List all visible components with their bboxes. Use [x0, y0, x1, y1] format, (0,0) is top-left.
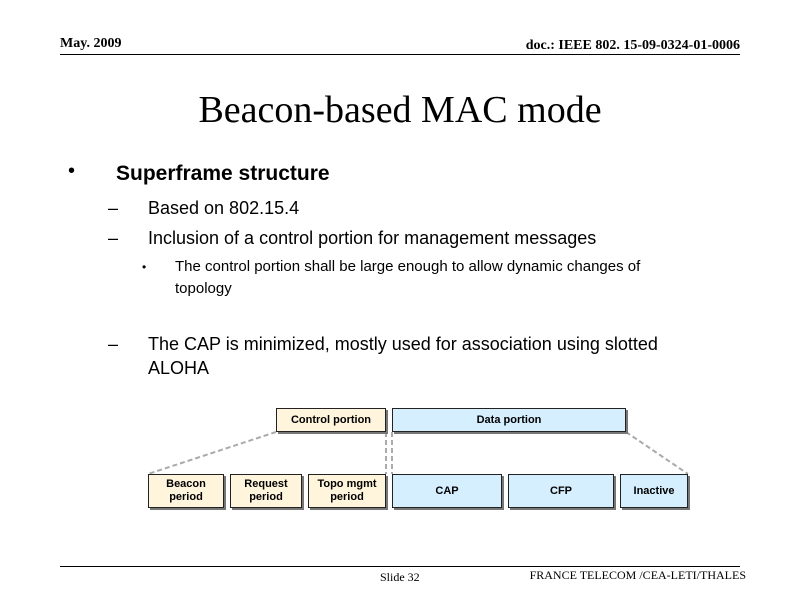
header-date: May. 2009	[60, 36, 122, 51]
footer-slide-number: Slide 32	[380, 570, 420, 584]
header-doc-id: doc.: IEEE 802. 15-09-0324-01-0006	[525, 38, 740, 53]
cap-box	[392, 474, 502, 508]
control-portion-box	[276, 408, 386, 432]
data-portion-box	[392, 408, 626, 432]
subsub-bullet-line1: The control portion shall be large enough to allow dynamic changes of	[175, 258, 641, 275]
footer-divider	[60, 566, 740, 567]
inactive-label: Inactive	[633, 484, 675, 497]
slide-title: Beacon-based MAC mode	[198, 89, 602, 131]
footer-organization: FRANCE TELECOM /CEA-LETI/THALES	[529, 568, 746, 582]
dash-marker: –	[108, 228, 119, 248]
subsub-marker: •	[142, 260, 147, 274]
inactive-box	[620, 474, 688, 508]
topo-mgmt-period-box	[308, 474, 386, 508]
beacon-period-label-line1: Beacon	[166, 478, 206, 490]
sub-bullet-cap-line2: ALOHA	[148, 358, 210, 378]
dash-marker: –	[108, 334, 119, 354]
cfp-box	[508, 474, 614, 508]
sub-bullet-inclusion: Inclusion of a control portion for management messages	[148, 228, 597, 248]
bullet-superframe-structure: Superframe structure	[116, 162, 330, 185]
subsub-bullet-line2: topology	[175, 280, 232, 297]
connector-line	[148, 432, 276, 474]
request-period-label-line1: Request	[244, 478, 288, 490]
data-portion-label: Data portion	[476, 413, 542, 426]
request-period-box	[230, 474, 302, 508]
request-period-label-line2: period	[249, 491, 283, 503]
beacon-period-label-line2: period	[169, 491, 203, 503]
topo-mgmt-label-line1: Topo mgmt	[317, 478, 377, 490]
control-portion-label: Control portion	[290, 413, 372, 426]
dash-marker: –	[108, 198, 119, 218]
beacon-period-box	[148, 474, 224, 508]
sub-bullet-cap-line1: The CAP is minimized, mostly used for association using slotted	[148, 334, 658, 354]
cap-label: CAP	[435, 484, 459, 497]
bullet-marker: •	[68, 160, 76, 182]
cfp-label: CFP	[550, 484, 572, 497]
connector-line	[626, 432, 688, 474]
sub-bullet-based-on: Based on 802.15.4	[148, 198, 300, 218]
topo-mgmt-label-line2: period	[330, 491, 364, 503]
